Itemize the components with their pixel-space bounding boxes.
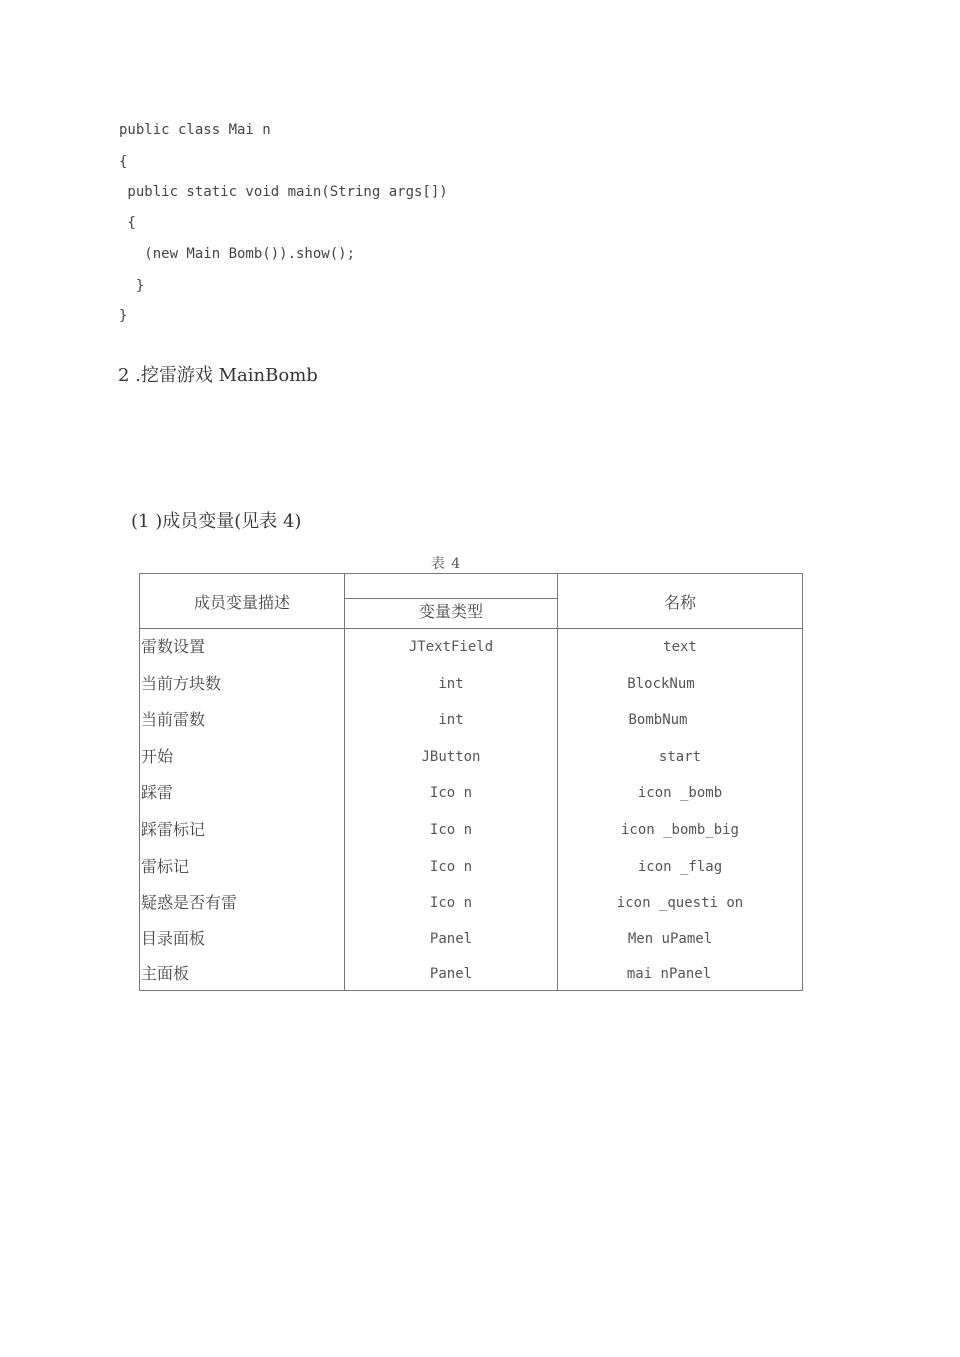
cell-type: Panel xyxy=(429,966,473,982)
cell-name: mai nPanel xyxy=(626,966,712,982)
code-line: (new Main Bomb()).show(); xyxy=(119,246,356,262)
table-row xyxy=(140,632,802,662)
cell-name: icon _bomb_big xyxy=(620,822,739,838)
cell-description: 目录面板 xyxy=(141,929,206,948)
code-line: { xyxy=(119,154,128,170)
cell-description: 雷数设置 xyxy=(141,637,206,656)
header-name: 名称 xyxy=(663,593,696,612)
cell-name: text xyxy=(663,639,697,655)
cell-name: start xyxy=(658,749,702,765)
cell-type: int xyxy=(438,712,464,728)
table-row xyxy=(140,705,802,735)
cell-type: JTextField xyxy=(408,639,494,655)
cell-name: icon _bomb xyxy=(637,785,723,801)
section-heading: 2 .挖雷游戏 MainBomb xyxy=(118,365,318,386)
cell-description: 当前雷数 xyxy=(141,710,206,729)
cell-type: Ico n xyxy=(429,895,473,911)
table-row xyxy=(140,959,802,989)
cell-name: icon _questi on xyxy=(616,895,744,911)
table-row xyxy=(140,888,802,918)
cell-description: 疑惑是否有雷 xyxy=(141,893,238,912)
header-divider xyxy=(140,628,802,629)
code-line: } xyxy=(119,308,128,324)
cell-description: 当前方块数 xyxy=(141,674,222,693)
table-row xyxy=(140,669,802,699)
subsection-heading: (1 )成员变量(见表 4) xyxy=(131,511,302,532)
cell-description: 踩雷标记 xyxy=(141,820,206,839)
code-line: public class Mai n xyxy=(119,122,271,138)
code-line: public static void main(String args[]) xyxy=(119,184,448,200)
table-row xyxy=(140,742,802,772)
table-caption: 表 4 xyxy=(430,556,462,572)
cell-name: Men uPamel xyxy=(627,931,713,947)
table-row xyxy=(140,924,802,954)
cell-name: icon _flag xyxy=(637,859,723,875)
table-row xyxy=(140,778,802,808)
code-line: { xyxy=(119,215,136,231)
cell-type: Ico n xyxy=(429,822,473,838)
cell-type: Ico n xyxy=(429,785,473,801)
cell-type: Ico n xyxy=(429,859,473,875)
member-variable-table xyxy=(139,573,803,991)
cell-type: int xyxy=(438,676,464,692)
table-row xyxy=(140,815,802,845)
code-line: } xyxy=(119,278,145,294)
cell-type: JButton xyxy=(421,749,481,765)
table-row xyxy=(140,852,802,882)
header-description: 成员变量描述 xyxy=(193,593,290,612)
cell-type: Panel xyxy=(429,931,473,947)
header-type: 变量类型 xyxy=(418,602,483,621)
cell-name: BombNum xyxy=(628,712,688,728)
cell-name: BlockNum xyxy=(627,676,695,692)
cell-description: 开始 xyxy=(141,747,174,766)
cell-description: 踩雷 xyxy=(141,783,174,802)
cell-description: 雷标记 xyxy=(141,857,190,876)
cell-description: 主面板 xyxy=(141,964,190,983)
